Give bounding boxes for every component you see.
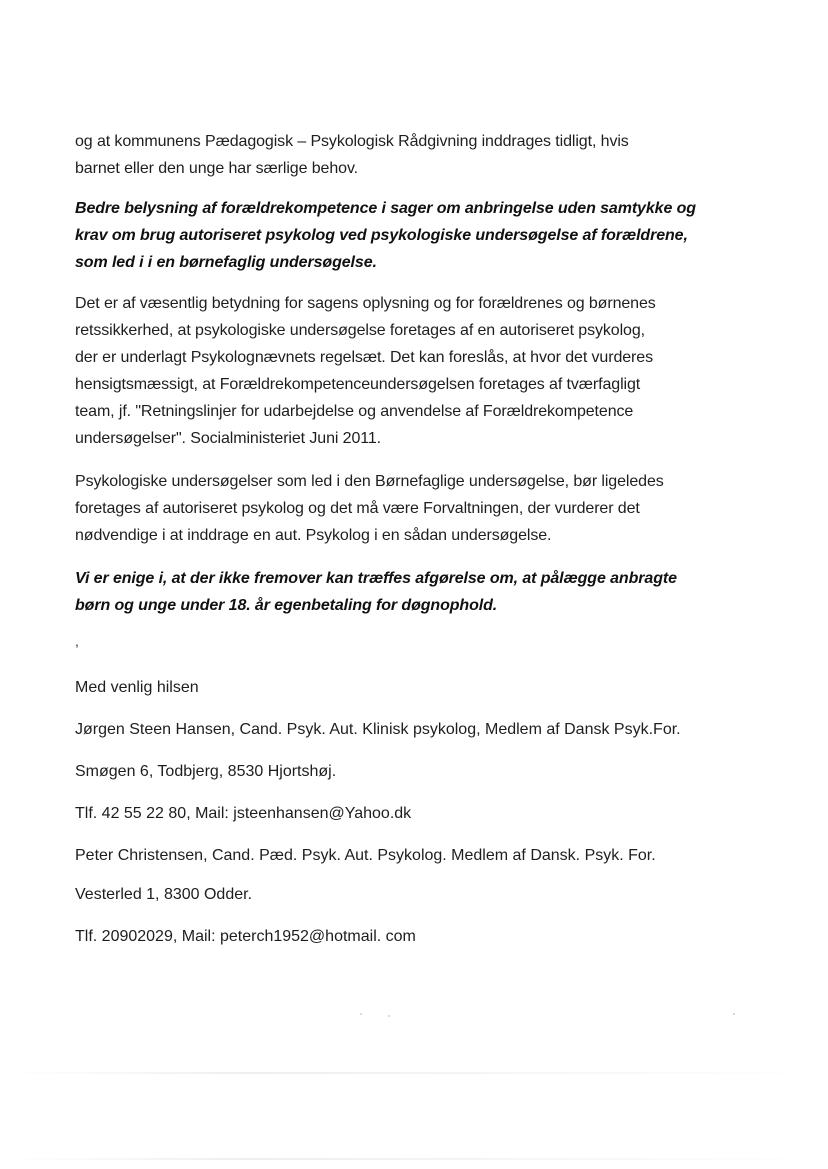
signatory2-address: Vesterled 1, 8300 Odder. bbox=[75, 886, 253, 903]
para1-line-1: Det er af væsentlig betydning for sagens oplysning og for forældrenes og børnenes bbox=[75, 295, 656, 312]
signatory1-name: Jørgen Steen Hansen, Cand. Psyk. Aut. Klinisk psykolog, Medlem af Dansk Psyk.For. bbox=[75, 721, 681, 738]
signatory1-address: Smøgen 6, Todbjerg, 8530 Hjortshøj. bbox=[75, 763, 337, 780]
heading1-line-1: Bedre belysning af forældrekompetence i sager om anbringelse uden samtykke og bbox=[75, 200, 696, 217]
para1-line-6: undersøgelser". Socialministeriet Juni 2011. bbox=[75, 430, 382, 447]
para2-line-2: foretages af autoriseret psykolog og det må være Forvaltningen, der vurderer det bbox=[75, 500, 640, 517]
signatory2-contact: Tlf. 20902029, Mail: peterch1952@hotmail. com bbox=[75, 928, 416, 945]
section-heading-self-payment bbox=[75, 565, 755, 619]
section-heading-parental-competence bbox=[75, 195, 755, 276]
heading2-line-2: børn og unge under 18. år egenbetaling for døgnophold. bbox=[75, 597, 498, 614]
heading1-line-3: som led i i en børnefaglig undersøgelse. bbox=[75, 254, 377, 271]
intro-line-2: barnet eller den unge har særlige behov. bbox=[75, 160, 359, 177]
scan-artifact-dot bbox=[360, 1013, 362, 1015]
para2-line-1: Psykologiske undersøgelser som led i den Børnefaglige undersøgelse, bør ligeledes bbox=[75, 473, 664, 490]
scan-artifact-band bbox=[0, 1072, 828, 1074]
paragraph-authorized-psychologist bbox=[75, 290, 755, 452]
heading2-line-1: Vi er enige i, at der ikke fremover kan træffes afgørelse om, at pålægge anbragte bbox=[75, 570, 677, 587]
para1-line-2: retssikkerhed, at psykologiske undersøgelse foretages af en autoriseret psykolog, bbox=[75, 322, 645, 339]
intro-line-1: og at kommunens Pædagogisk – Psykologisk Rådgivning inddrages tidligt, hvis bbox=[75, 133, 629, 150]
heading1-line-2: krav om brug autoriseret psykolog ved psykologiske undersøgelse af forældrene, bbox=[75, 227, 688, 244]
para1-line-3: der er underlagt Psykolognævnets regelsæt. Det kan foreslås, at hvor det vurderes bbox=[75, 349, 653, 366]
signatory1-contact: Tlf. 42 55 22 80, Mail: jsteenhansen@Yahoo.dk bbox=[75, 805, 412, 822]
stray-comma-mark: , bbox=[75, 633, 79, 649]
paragraph-child-professional-examination bbox=[75, 468, 755, 549]
signatory2-name: Peter Christensen, Cand. Pæd. Psyk. Aut. Psykolog. Medlem af Dansk. Psyk. For. bbox=[75, 847, 656, 864]
closing-greeting: Med venlig hilsen bbox=[75, 679, 199, 696]
scan-artifact-dot bbox=[388, 1015, 390, 1017]
para2-line-3: nødvendige i at inddrage en aut. Psykolog i en sådan undersøgelse. bbox=[75, 527, 552, 544]
intro-paragraph bbox=[75, 128, 755, 182]
scan-artifact-dot bbox=[733, 1013, 735, 1015]
scan-artifact-band bbox=[0, 1158, 828, 1160]
para1-line-5: team, jf. "Retningslinjer for udarbejdelse og anvendelse af Forældrekompetence bbox=[75, 403, 634, 420]
para1-line-4: hensigtsmæssigt, at Forældrekompetenceundersøgelsen foretages af tværfagligt bbox=[75, 376, 641, 393]
